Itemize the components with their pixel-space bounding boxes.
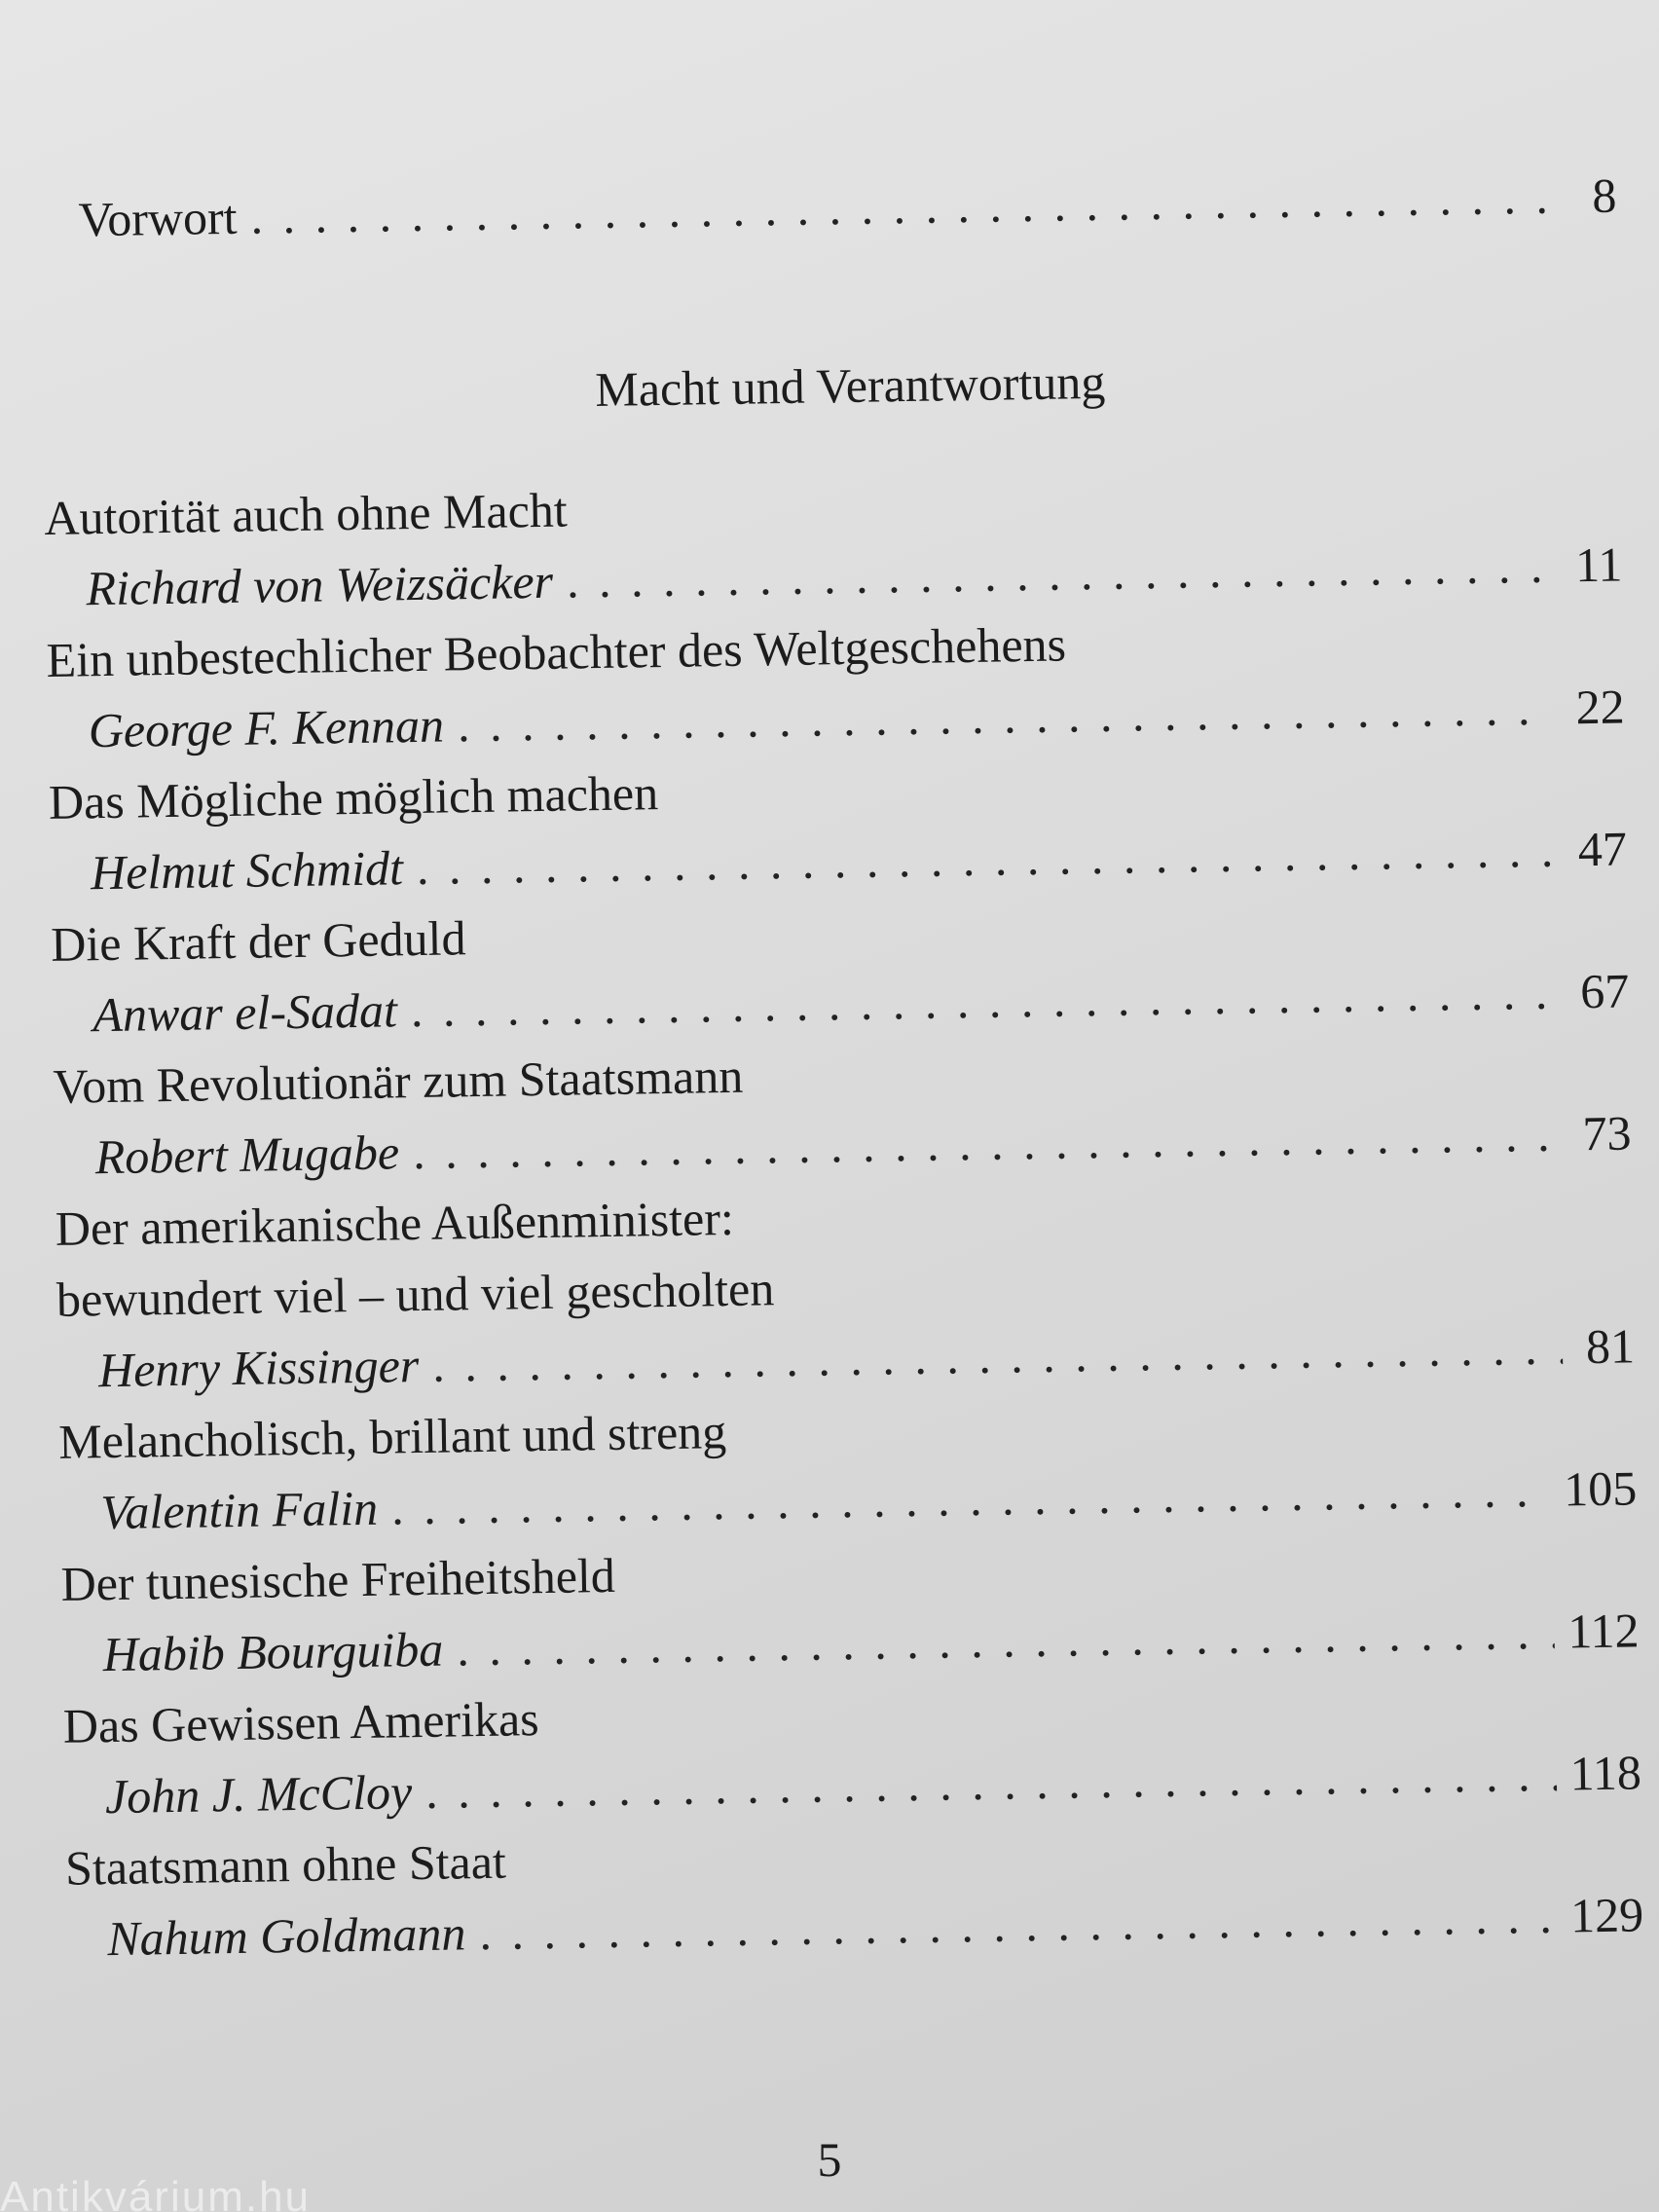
entry-page-number: 129 (1569, 1887, 1644, 1943)
entry-title: Der amerikanische Außenminister: (55, 1190, 735, 1256)
entry-page-number: 67 (1579, 963, 1630, 1019)
entry-title: Ein unbestechlicher Beobachter des Weltgeschehens (46, 616, 1067, 687)
entry-title: Autorität auch ohne Macht (43, 482, 569, 545)
entry-title: Der tunesische Freiheitsheld (60, 1547, 616, 1611)
table-of-contents (39, 161, 1644, 1975)
toc-entry (62, 1666, 1641, 1832)
toc-entry (44, 459, 1623, 625)
entry-author: Habib Bourguiba (102, 1621, 444, 1682)
entry-title: Staatsmann ohne Staat (64, 1833, 507, 1896)
toc-entry (65, 1808, 1644, 1974)
entry-page-number: 47 (1577, 821, 1628, 877)
entry-page-number: 112 (1567, 1603, 1640, 1659)
entry-page-number: 81 (1585, 1318, 1636, 1375)
dot-leader (250, 162, 1545, 253)
entry-author: Robert Mugabe (94, 1124, 400, 1185)
toc-entry (51, 884, 1630, 1051)
entry-author: Henry Kissinger (97, 1338, 420, 1398)
entry-author: George F. Kennan (88, 697, 445, 758)
toc-entry (55, 1168, 1635, 1406)
entry-title: Melancholisch, brillant und streng (57, 1404, 727, 1469)
toc-entry-preface (78, 161, 1617, 256)
section-heading: Macht und Verantwortung (594, 353, 1106, 418)
toc-entry (46, 600, 1625, 766)
watermark-text: Antikvárium.hu (0, 2173, 312, 2212)
entry-page-number: 105 (1563, 1460, 1638, 1517)
preface-title: Vorwort (78, 189, 238, 247)
toc-entry-list (44, 459, 1644, 1975)
entry-author: Anwar el-Sadat (92, 982, 398, 1043)
page-number: 5 (817, 2132, 842, 2187)
entry-page-number: 22 (1575, 679, 1626, 735)
entry-title: Vom Revolutionär zum Staatsmann (53, 1048, 744, 1114)
toc-entry (58, 1382, 1638, 1548)
entry-title: Das Gewissen Amerikas (62, 1691, 540, 1753)
preface-page-number: 8 (1591, 167, 1617, 223)
toc-entry (53, 1026, 1632, 1193)
toc-entry (48, 742, 1627, 908)
entry-author: Helmut Schmidt (90, 840, 404, 901)
entry-page-number: 11 (1574, 536, 1623, 593)
entry-title: bewundert viel – und viel gescholten (55, 1261, 775, 1327)
entry-author: Nahum Goldmann (106, 1905, 466, 1967)
entry-title: Das Mögliche möglich machen (48, 765, 659, 830)
entry-author: Valentin Falin (99, 1480, 379, 1540)
entry-title: Die Kraft der Geduld (50, 910, 466, 972)
entry-author: John J. McCloy (104, 1764, 413, 1825)
toc-entry (60, 1524, 1640, 1690)
entry-page-number: 73 (1582, 1105, 1632, 1161)
entry-page-number: 118 (1569, 1745, 1642, 1801)
entry-author: Richard von Weizsäcker (86, 553, 554, 616)
